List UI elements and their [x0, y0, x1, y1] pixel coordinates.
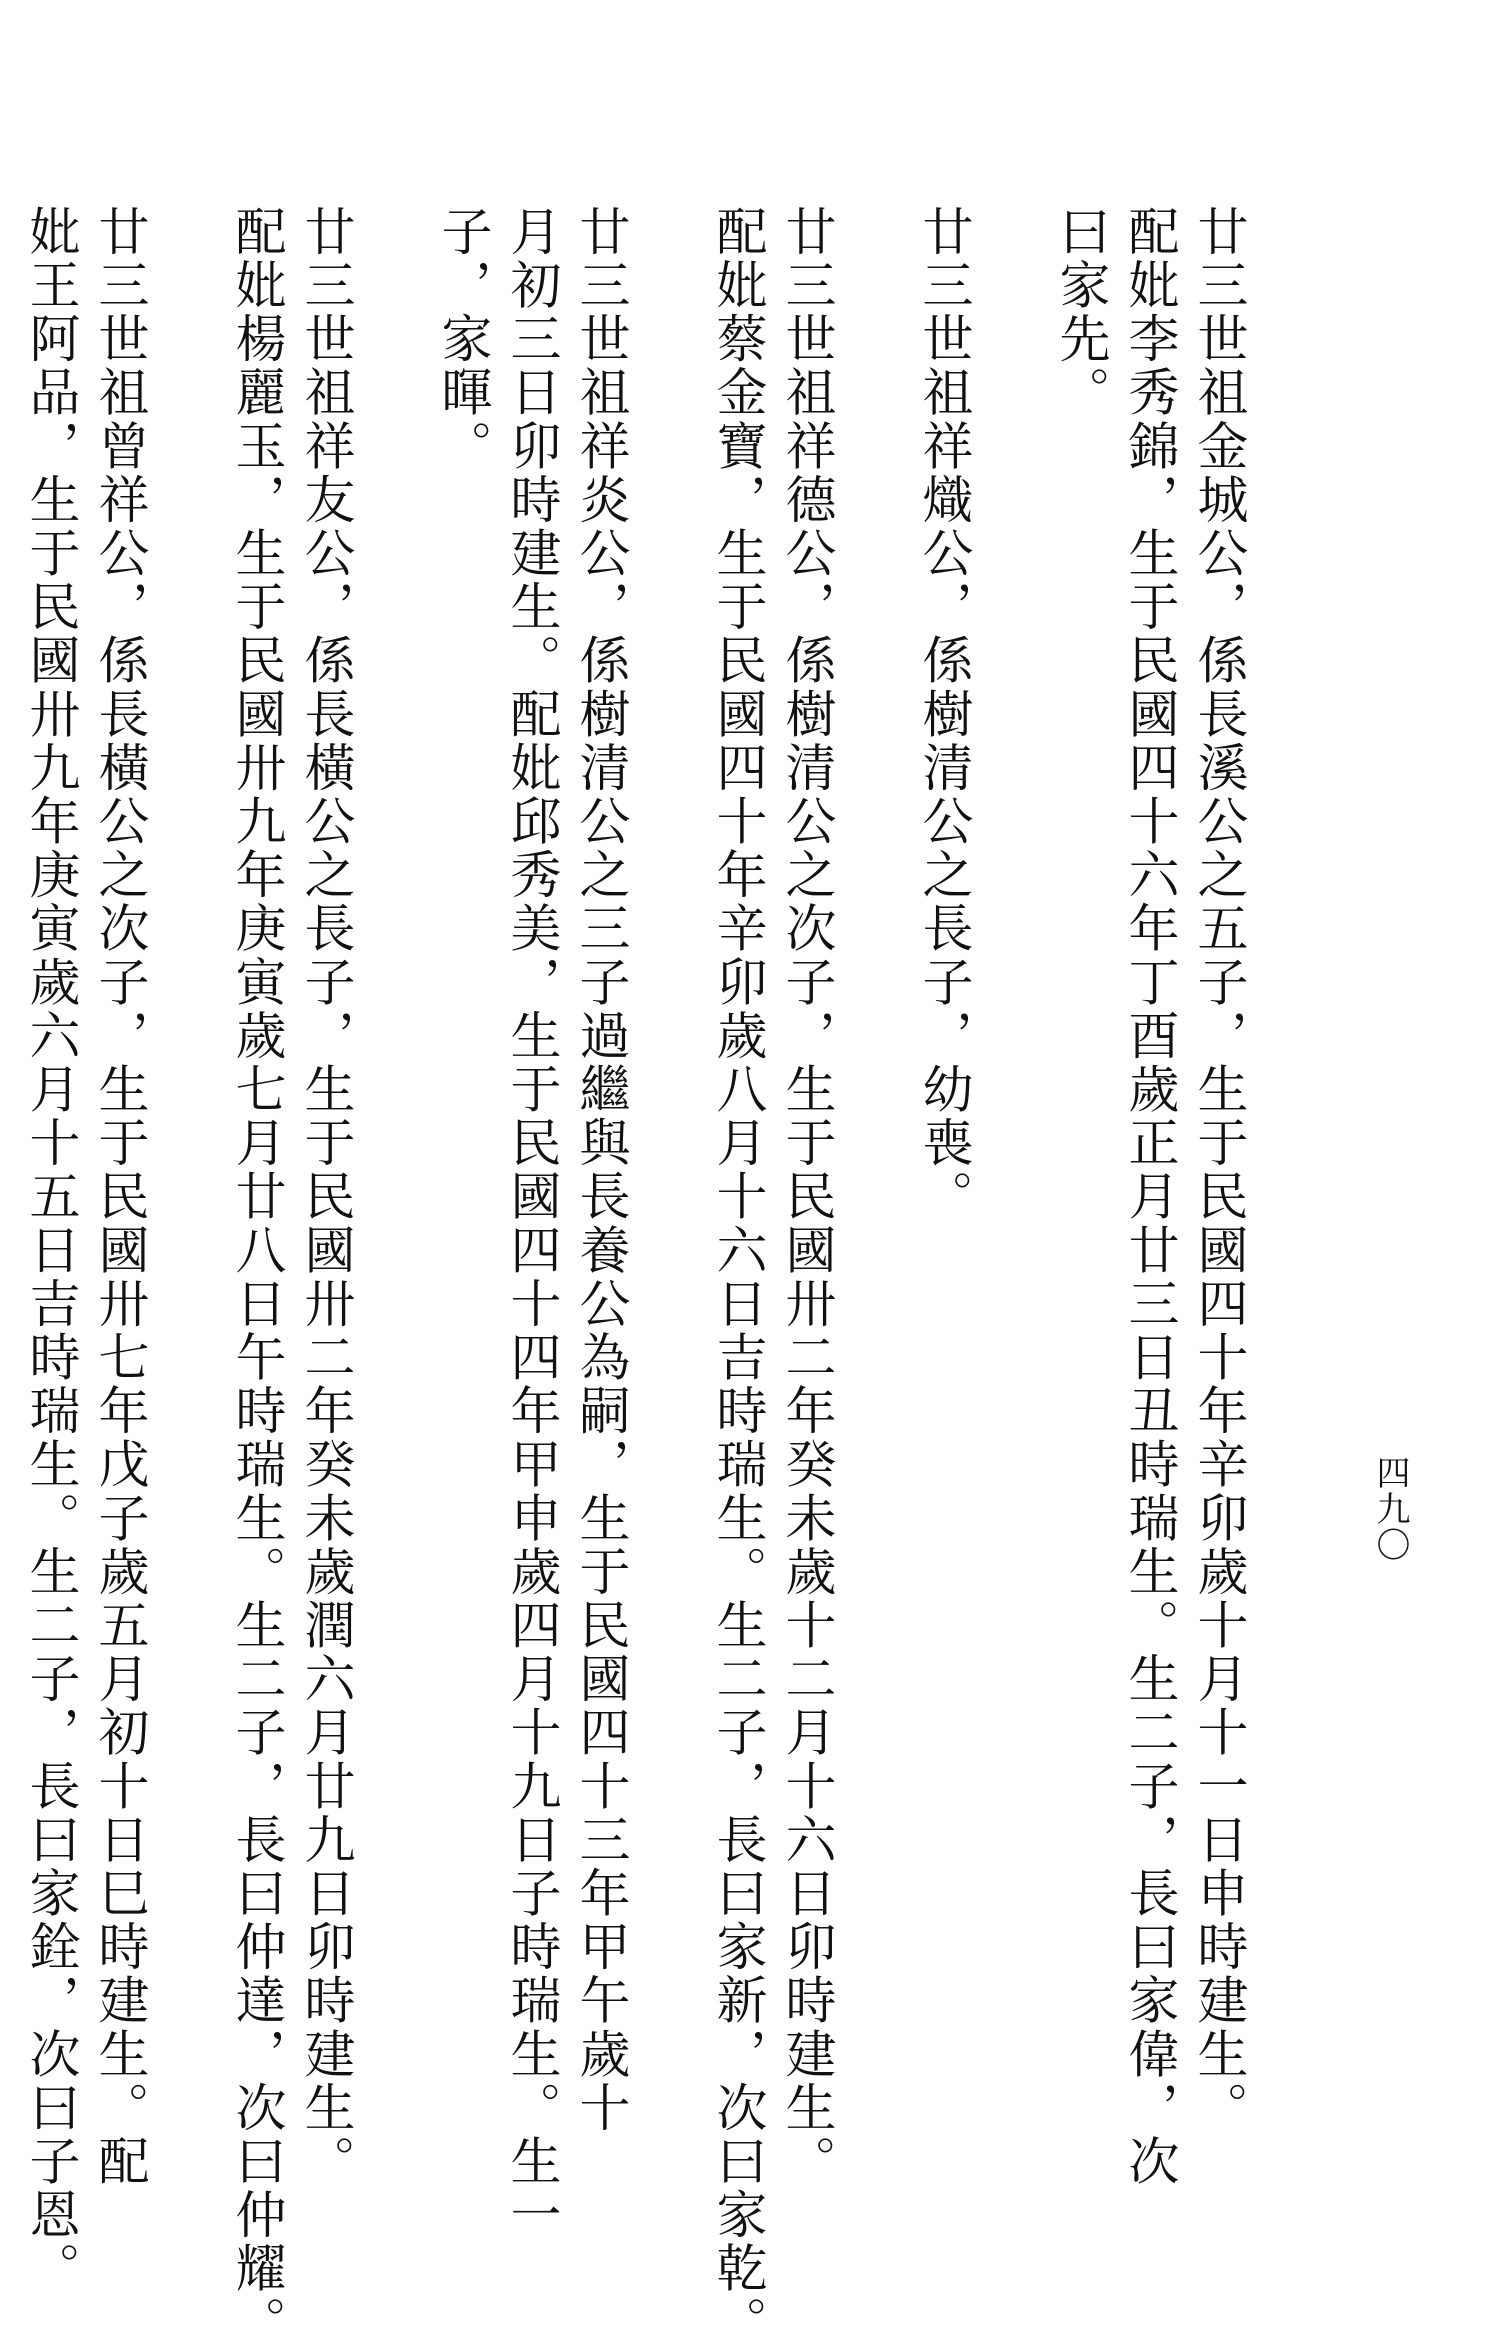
text-column-3: 曰家先。 — [1050, 205, 1109, 420]
text-column-6: 配妣蔡金寶，生于民國四十年辛卯歲八月十六日吉時瑞生。生二子，長曰家新，次曰家乾。 — [707, 205, 766, 2349]
text-column-14 — [0, 205, 15, 1895]
text-column-10: 廿三世祖祥友公，係長橫公之長子，生于民國卅二年癸未歲潤六月廿九日卯時建生。 — [295, 205, 354, 2189]
text-column-7: 廿三世祖祥炎公，係樹清公之三子過繼與長養公為嗣，生于民國四十三年甲午歲十 — [570, 205, 629, 2135]
genealogy-text — [0, 205, 1320, 2349]
text-column-11: 配妣楊麗玉，生于民國卅九年庚寅歲七月廿八日午時瑞生。生二子，長曰仲達，次曰仲耀。 — [226, 205, 285, 2349]
text-column-9: 子，家暉。 — [432, 205, 491, 473]
page-number: 四九〇 — [1370, 1455, 1410, 1563]
text-column-4: 廿三世祖祥熾公，係樹清公之長子，幼喪。 — [913, 205, 972, 1224]
text-column-2: 配妣李秀錦，生于民國四十六年丁酉歲正月廿三日丑時瑞生。生二子，長曰家偉，次 — [1119, 205, 1178, 2189]
text-column-13: 妣王阿品，生于民國卅九年庚寅歲六月十五日吉時瑞生。生二子，長曰家銓，次曰子恩。 — [20, 205, 79, 2296]
text-column-12: 廿三世祖曾祥公，係長橫公之次子，生于民國卅七年戊子歲五月初十日巳時建生。配 — [89, 205, 148, 2189]
text-column-5: 廿三世祖祥德公，係樹清公之次子，生于民國卅二年癸未歲十二月十六日卯時建生。 — [776, 205, 835, 2189]
text-column-8: 月初三日卯時建生。配妣邱秀美，生于民國四十四年甲申歲四月十九日子時瑞生。生一 — [501, 205, 560, 2242]
text-column-1: 廿三世祖金城公，係長溪公之五子，生于民國四十年辛卯歲十月十一日申時建生。 — [1188, 205, 1247, 2135]
